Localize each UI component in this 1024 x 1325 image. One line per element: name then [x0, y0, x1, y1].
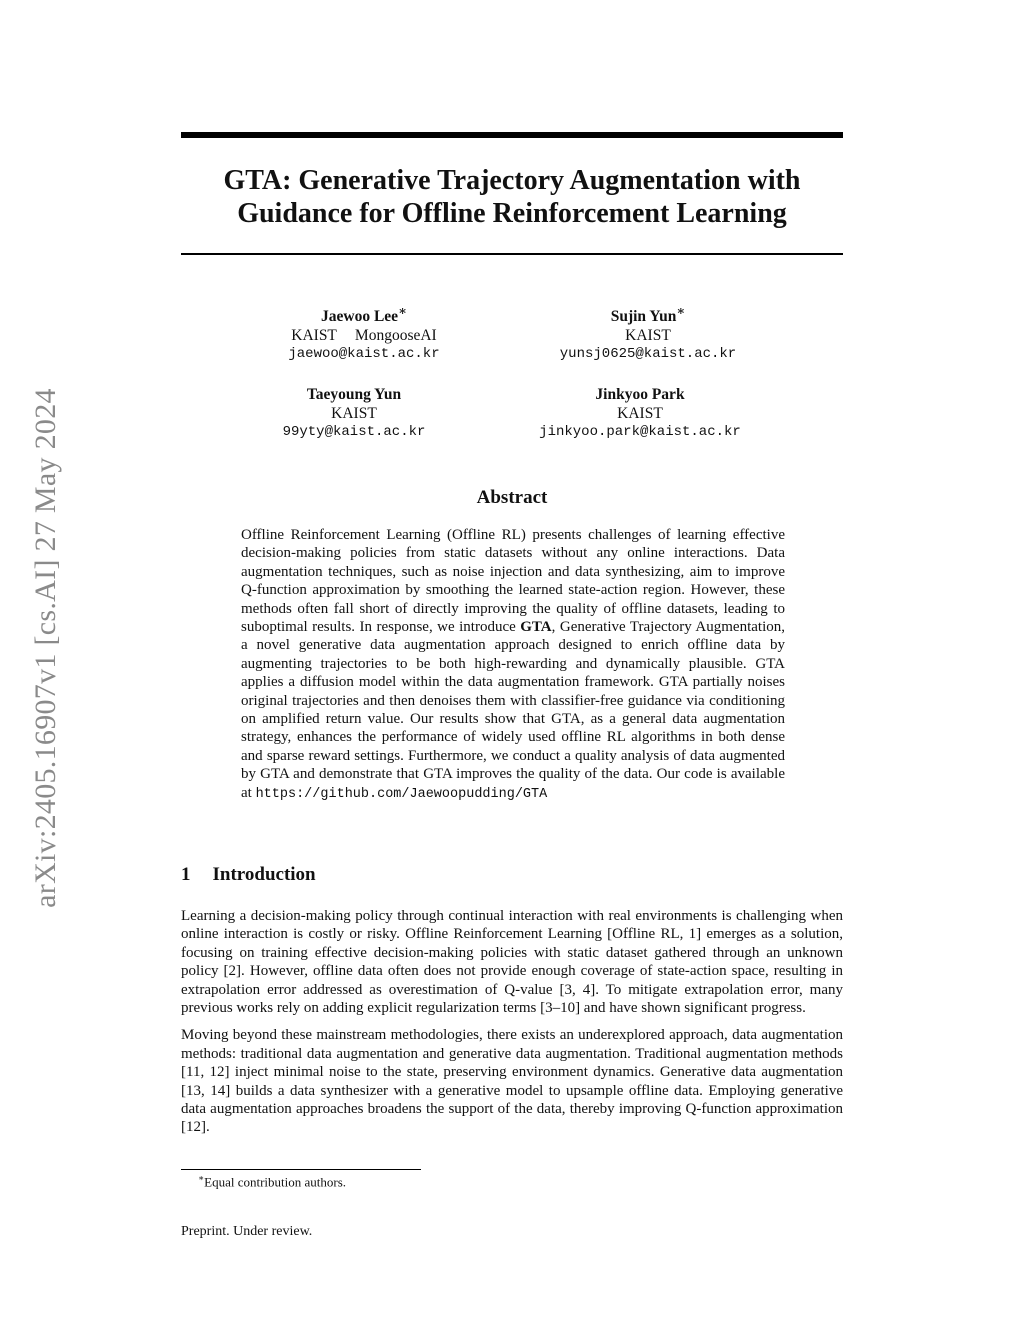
author-block	[490, 385, 790, 442]
section-body	[181, 907, 843, 1146]
author-affiliation: KAIST	[331, 405, 377, 422]
title-top-rule	[181, 132, 843, 138]
preprint-note: Preprint. Under review.	[181, 1224, 313, 1239]
author-email: yunsj0625@kaist.ac.kr	[559, 346, 737, 363]
body-paragraph: Learning a decision-making policy through continual interaction with real environments is challenging when online interaction is costly or risky. Offline Reinforcement Learning [Offline RL, 1] emerges as a solution, focusing on training effective decision-making policies with static dataset gathered through an unknown policy [2]. However, offline data often does not provide enough coverage of state-action space, resulting in extrapolation error addressed as overestimation of Q-value [3, 4]. To mitigate extrapolation error, many previous works rely on adding explicit regularization terms [3–10] and have shown significant progress.	[181, 908, 843, 1017]
abstract-heading: Abstract	[476, 487, 548, 508]
author-block	[214, 301, 514, 364]
author-block	[498, 301, 798, 364]
paper-title	[181, 164, 843, 230]
author-name: Sujin Yun∗	[610, 303, 686, 326]
code-link[interactable]: https://github.com/Jaewoopudding/GTA	[255, 786, 548, 802]
section-title: Introduction	[212, 864, 316, 885]
author-email: 99yty@kaist.ac.kr	[282, 424, 426, 440]
title-line-1: GTA: Generative Trajectory Augmentation with	[223, 165, 801, 196]
method-name: GTA	[520, 619, 552, 636]
author-email: jaewoo@kaist.ac.kr	[288, 346, 440, 363]
equal-contribution-mark: ∗	[676, 303, 686, 318]
author-affiliation: KAIST MongooseAI	[291, 327, 437, 345]
footnote-mark: ∗	[198, 1173, 205, 1183]
author-affiliation: KAIST	[625, 327, 671, 345]
title-line-2: Guidance for Offline Reinforcement Learning	[237, 198, 787, 229]
author-email: jinkyoo.park@kaist.ac.kr	[539, 424, 741, 440]
author-name: Jinkyoo Park	[595, 386, 685, 403]
author-name: Taeyoung Yun	[306, 386, 402, 403]
footnote	[198, 1173, 346, 1190]
footnote-text: Equal contribution authors.	[204, 1174, 347, 1190]
section-number: 1	[181, 864, 191, 885]
author-name: Jaewoo Lee∗	[321, 303, 407, 326]
equal-contribution-mark: ∗	[398, 303, 407, 318]
arxiv-identifier: arXiv:2405.16907v1 [cs.AI] 27 May 2024	[29, 388, 62, 908]
title-bottom-rule	[181, 253, 843, 255]
abstract-text: Offline Reinforcement Learning (Offline RL) presents challenges of learning effective decision-making policies from static datasets without any online interactions. Data augmentation techniques, such as noise injection and data synthesizing, aim to improve Q-function approximation by smoothing the learned state-action region. However, these methods often fall short of directly improving the quality of offline datasets, leading to suboptimal results. In response, we introduce GTA, Generative Trajectory Augmentation, a novel generative data augmentation approach designed to enrich offline data by augmenting trajectories to be both high-rewarding and dynamically plausible. GTA applies a diffusion model within the data augmentation framework. GTA partially noises original trajectories and then denoises them with classifier-free guidance via conditioning on amplified return value. Our results show that GTA, as a general data augmentation strategy, enhances the performance of widely used offline RL algorithms in both dense and sparse reward settings. Furthermore, we conduct a quality analysis of data augmented by GTA and demonstrate that GTA improves the quality of the data. Our code is available at https://github.com/Jaewoopudding/GTA	[241, 527, 785, 802]
body-paragraph: Moving beyond these mainstream methodologies, there exists an underexplored approach, data augmentation methods: traditional data augmentation and generative data augmentation. Traditional augmentation methods [11, 12] inject minimal noise to the state, preserving environment dynamics. Generative data augmentation [13, 14] builds a data synthesizer with a generative model to upsample offline data. Employing generative data augmentation approaches broadens the support of the data, thereby improving Q-function approximation [12].	[181, 1027, 843, 1136]
footnote-rule	[181, 1169, 421, 1170]
author-block	[204, 385, 504, 442]
author-affiliation: KAIST	[617, 405, 663, 422]
section-heading	[181, 864, 316, 886]
